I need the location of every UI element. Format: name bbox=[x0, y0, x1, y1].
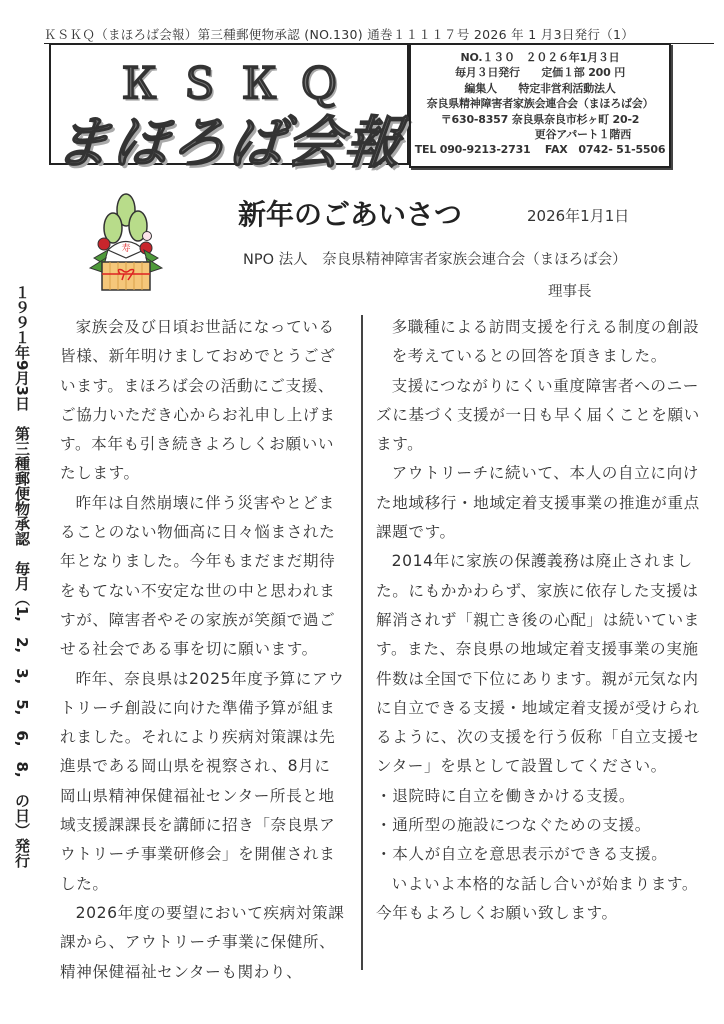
logo-box bbox=[49, 43, 409, 176]
contact-line: TEL 090-9213-2731 FAX 0742- 51-5506 bbox=[414, 143, 666, 157]
bullet-item: ・通所型の施設につなぐための支援。 bbox=[376, 816, 651, 835]
paragraph: 昨年、奈良県は2025年度予算にアウトリーチ創設に向けた準備予算が組まれました。それにより疾病対策課は先進県である岡山県を視察され、8月に岡山県精神保健福祉センター所長と地域支援課課長を講師に招き「奈良県アウトリーチ事業研修会」を開催されました。 bbox=[60, 669, 345, 893]
paragraph: アウトリーチに続いて、本人の自立に向けた地域移行・地域定着支援事業の推進が重点課題です。 bbox=[376, 464, 700, 542]
kadomatsu-icon bbox=[86, 188, 166, 292]
publication-schedule-line: 毎月３日発行 定価１部 200 円 bbox=[454, 66, 626, 80]
svg-text:寿: 寿 bbox=[121, 244, 131, 254]
column-divider bbox=[361, 315, 363, 970]
paragraph: 家族会及び日頃お世話になっている皆様、新年明けましておめでとうございます。まほろば会の活動にご支援、ご協力いただき心からお礼申し上げます。本年も引き続きよろしくお願いいたします。 bbox=[60, 318, 336, 483]
article-date: 2026年1月1日 bbox=[527, 207, 630, 225]
editor-line: 編集人 特定非営利活動法人 bbox=[464, 81, 616, 95]
paragraph: 2026年度の要望において疾病対策課課から、アウトリーチ事業に保健所、精神保健福祉センターも関わり、 bbox=[60, 903, 345, 981]
organization-line: 奈良県精神障害者家族会連合会（まほろば会） bbox=[426, 97, 654, 111]
article-author-role: 理事長 bbox=[548, 284, 592, 300]
paragraph: いよいよ本格的な話し合いが始まります。今年もよろしくお願い致します。 bbox=[376, 874, 699, 922]
issue-number-line: NO.１３０ ２０２６年1月３日 bbox=[460, 51, 620, 64]
bullet-item: ・本人が自立を意思表示ができる支援。 bbox=[376, 845, 668, 864]
paragraph: 多職種による訪問支援を行える制度の創設を考えているとの回答を頂きました。 bbox=[391, 318, 700, 366]
address-building-line: 更谷アパート１階西 bbox=[534, 128, 631, 142]
address-line: 〒630-8357 奈良県奈良市杉ヶ町 20-2 bbox=[440, 112, 640, 126]
article-organization: NPO 法人 奈良県精神障害者家族会連合会（まほろば会） bbox=[243, 252, 627, 268]
publication-info-box bbox=[409, 43, 671, 168]
article-column-left bbox=[60, 313, 345, 987]
postal-approval-side-text: １９９１年9月3日 第三種郵便物承認 毎月（1, 2, 3, 5, 6, 8, の日）発行 bbox=[13, 285, 31, 868]
logo-japanese: まほろば会報 bbox=[51, 111, 406, 176]
paragraph: 2014年に家族の保護義務は廃止されました。にもかかわらず、家族に依存した支援は解消されず「親亡き後の心配」は続いています。また、奈良県の地域定着支援事業の実施件数は全国で下位にあります。親が元気な内に自立できる支援・地域定着支援が受けられるように、次の支援を行う仮称「自立支援センター」を県として設置してください。 bbox=[376, 552, 700, 776]
paragraph: 昨年は自然崩壊に伴う災害やとどまることのない物価高に日々悩まされた年となりました。今年もまだまだ期待をもてない不安定な世の中と思われますが、障害者やその家族が笑顔で過ごせる社会である事を切に願います。 bbox=[60, 493, 336, 659]
article-column-right bbox=[376, 313, 706, 928]
paragraph: 支援につながりにくい重度障害者へのニーズに基づく支援が一日も早く届くことを願います。 bbox=[376, 376, 700, 454]
article-title: 新年のごあいさつ bbox=[238, 198, 463, 231]
bullet-item: ・退院時に自立を働きかける支援。 bbox=[376, 786, 636, 805]
masthead-top-line: ＫＳＫＱ（まほろば会報）第三種郵便物承認 (NO.130) 通巻１１１１７号 2026 年 1 月3日発行（1） bbox=[44, 27, 714, 44]
logo-latin: ＫＳＫＱ bbox=[117, 60, 358, 107]
